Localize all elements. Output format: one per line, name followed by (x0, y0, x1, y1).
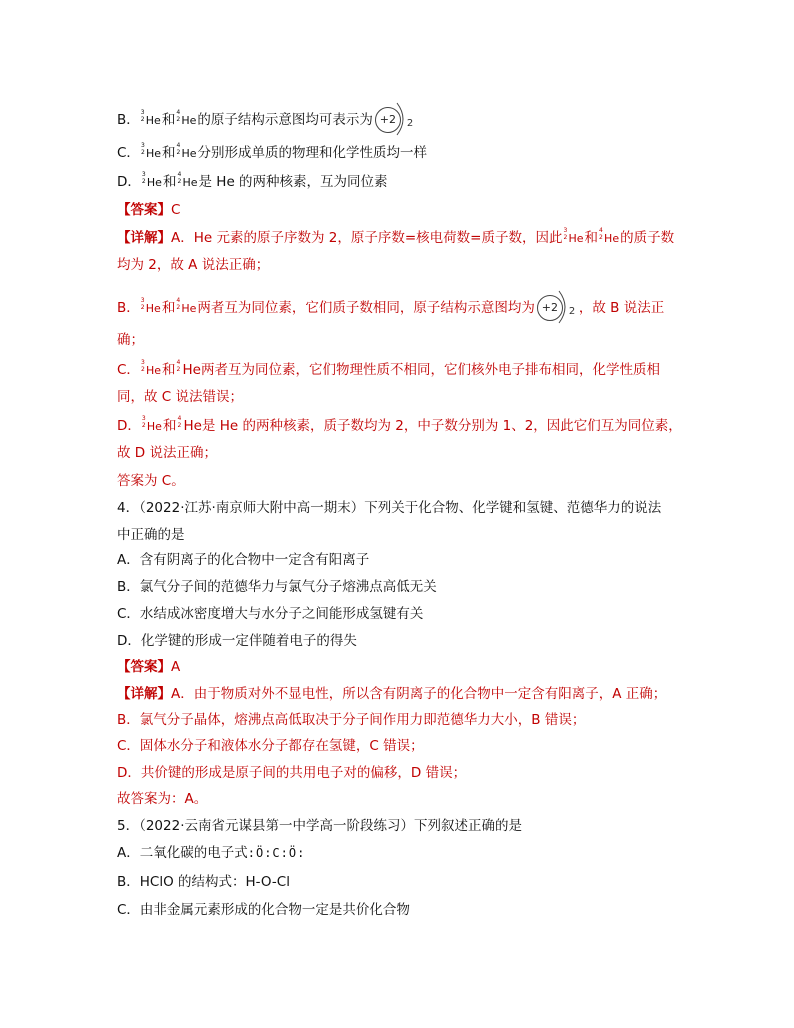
q3-detail-a-line2: 均为 2，故 A 说法正确； (117, 257, 270, 273)
q3-conclusion: 答案为 C。 (117, 473, 185, 489)
q4-option-d[interactable]: D．化学键的形成一定伴随着电子的得失 (117, 633, 357, 649)
q4-option-a[interactable]: A．含有阴离子的化合物中一定含有阳离子 (117, 552, 370, 568)
q4-stem-line1: 4．（2022·江苏·南京师大附中高一期末）下列关于化合物、化学键和氢键、范德华力的说法 (117, 500, 662, 516)
q4-option-b[interactable]: B．氯气分子间的范德华力与氯气分子熔沸点高低无关 (117, 579, 437, 595)
q3-detail-a-line1: 【详解】A．He 元素的原子序数为 2，原子序数=核电荷数=质子数，因此 3 2 He和 4 2 He的质子数 (117, 228, 674, 249)
q3-detail-d-line2: 故 D 说法正确； (117, 445, 217, 461)
co2-electron-formula: :Ö:C:Ö: (247, 846, 306, 860)
q4-detail-c: C．固体水分子和液体水分子都存在氢键，C 错误； (117, 738, 424, 754)
q3-option-b[interactable]: B． 3 2 He和 4 2 He的原子结构示意图均可表示为 +2 2 (117, 104, 417, 136)
q5-option-b[interactable]: B．HClO 的结构式：H-O-Cl (117, 874, 290, 890)
atom-structure-diagram: +2 2 (373, 104, 417, 136)
q3-detail-c-line2: 同，故 C 说法错误； (117, 389, 244, 405)
q4-stem-line2: 中正确的是 (117, 527, 185, 543)
q3-detail-b-line1: B． 3 2 He和 4 2 He两者互为同位素，它们质子数相同，原子结构示意图均为 +2 2 ，故 B 说法正 (117, 292, 664, 324)
he3-isotope: 3 2 He (141, 415, 162, 433)
q3-detail-d-line1: D． 3 2 He和 4 2 He是 He 的两种核素，质子数均为 2，中子数分别为 1、2，因此它们互为同位素， (117, 416, 682, 437)
q4-answer: 【答案】A (117, 659, 181, 675)
q3-option-d[interactable]: D． 3 2 He和 4 2 He是 He 的两种核素，互为同位素 (117, 172, 388, 193)
he4-isotope: 4 2 He (599, 227, 620, 245)
he3-isotope: 3 2 He (140, 297, 161, 315)
he4-isotope: 4 2 (176, 359, 181, 373)
q3-answer: 【答案】C (117, 202, 181, 218)
q4-detail-d: D．共价键的形成是原子间的共用电子对的偏移，D 错误； (117, 765, 467, 781)
he4-isotope: 4 2 He (177, 171, 198, 189)
he3-isotope: 3 2 He (141, 171, 162, 189)
he4-isotope: 4 2 (177, 415, 182, 429)
he4-isotope: 4 2 He (176, 109, 197, 127)
he3-isotope: 3 2 He (140, 109, 161, 127)
atom-structure-diagram: +2 2 (535, 292, 579, 324)
he4-isotope: 4 2 He (176, 142, 197, 160)
q3-detail-c-line1: C． 3 2 He和 4 2 He两者互为同位素，它们物理性质不相同，它们核外电子排布相同，化学性质相 (117, 360, 660, 381)
q4-detail-b: B．氯气分子晶体，熔沸点高低取决于分子间作用力即范德华力大小，B 错误； (117, 712, 586, 728)
he3-isotope: 3 2 He (140, 142, 161, 160)
q5-option-a[interactable]: A．二氧化碳的电子式:Ö:C:Ö: (117, 845, 306, 861)
q4-option-c[interactable]: C．水结成冰密度增大与水分子之间能形成氢键有关 (117, 606, 424, 622)
q5-stem: 5．（2022·云南省元谋县第一中学高一阶段练习）下列叙述正确的是 (117, 818, 522, 834)
q4-detail-a: 【详解】A．由于物质对外不显电性，所以含有阴离子的化合物中一定含有阳离子，A 正确； (117, 686, 667, 702)
q3-detail-b-line2: 确； (117, 332, 144, 348)
he4-isotope: 4 2 He (176, 297, 197, 315)
q3-option-c[interactable]: C． 3 2 He和 4 2 He分别形成单质的物理和化学性质均一样 (117, 143, 427, 164)
q5-option-c[interactable]: C．由非金属元素形成的化合物一定是共价化合物 (117, 902, 410, 918)
he3-isotope: 3 2 He (563, 227, 584, 245)
he3-isotope: 3 2 He (140, 359, 161, 377)
q4-conclusion: 故答案为：A。 (117, 791, 208, 807)
